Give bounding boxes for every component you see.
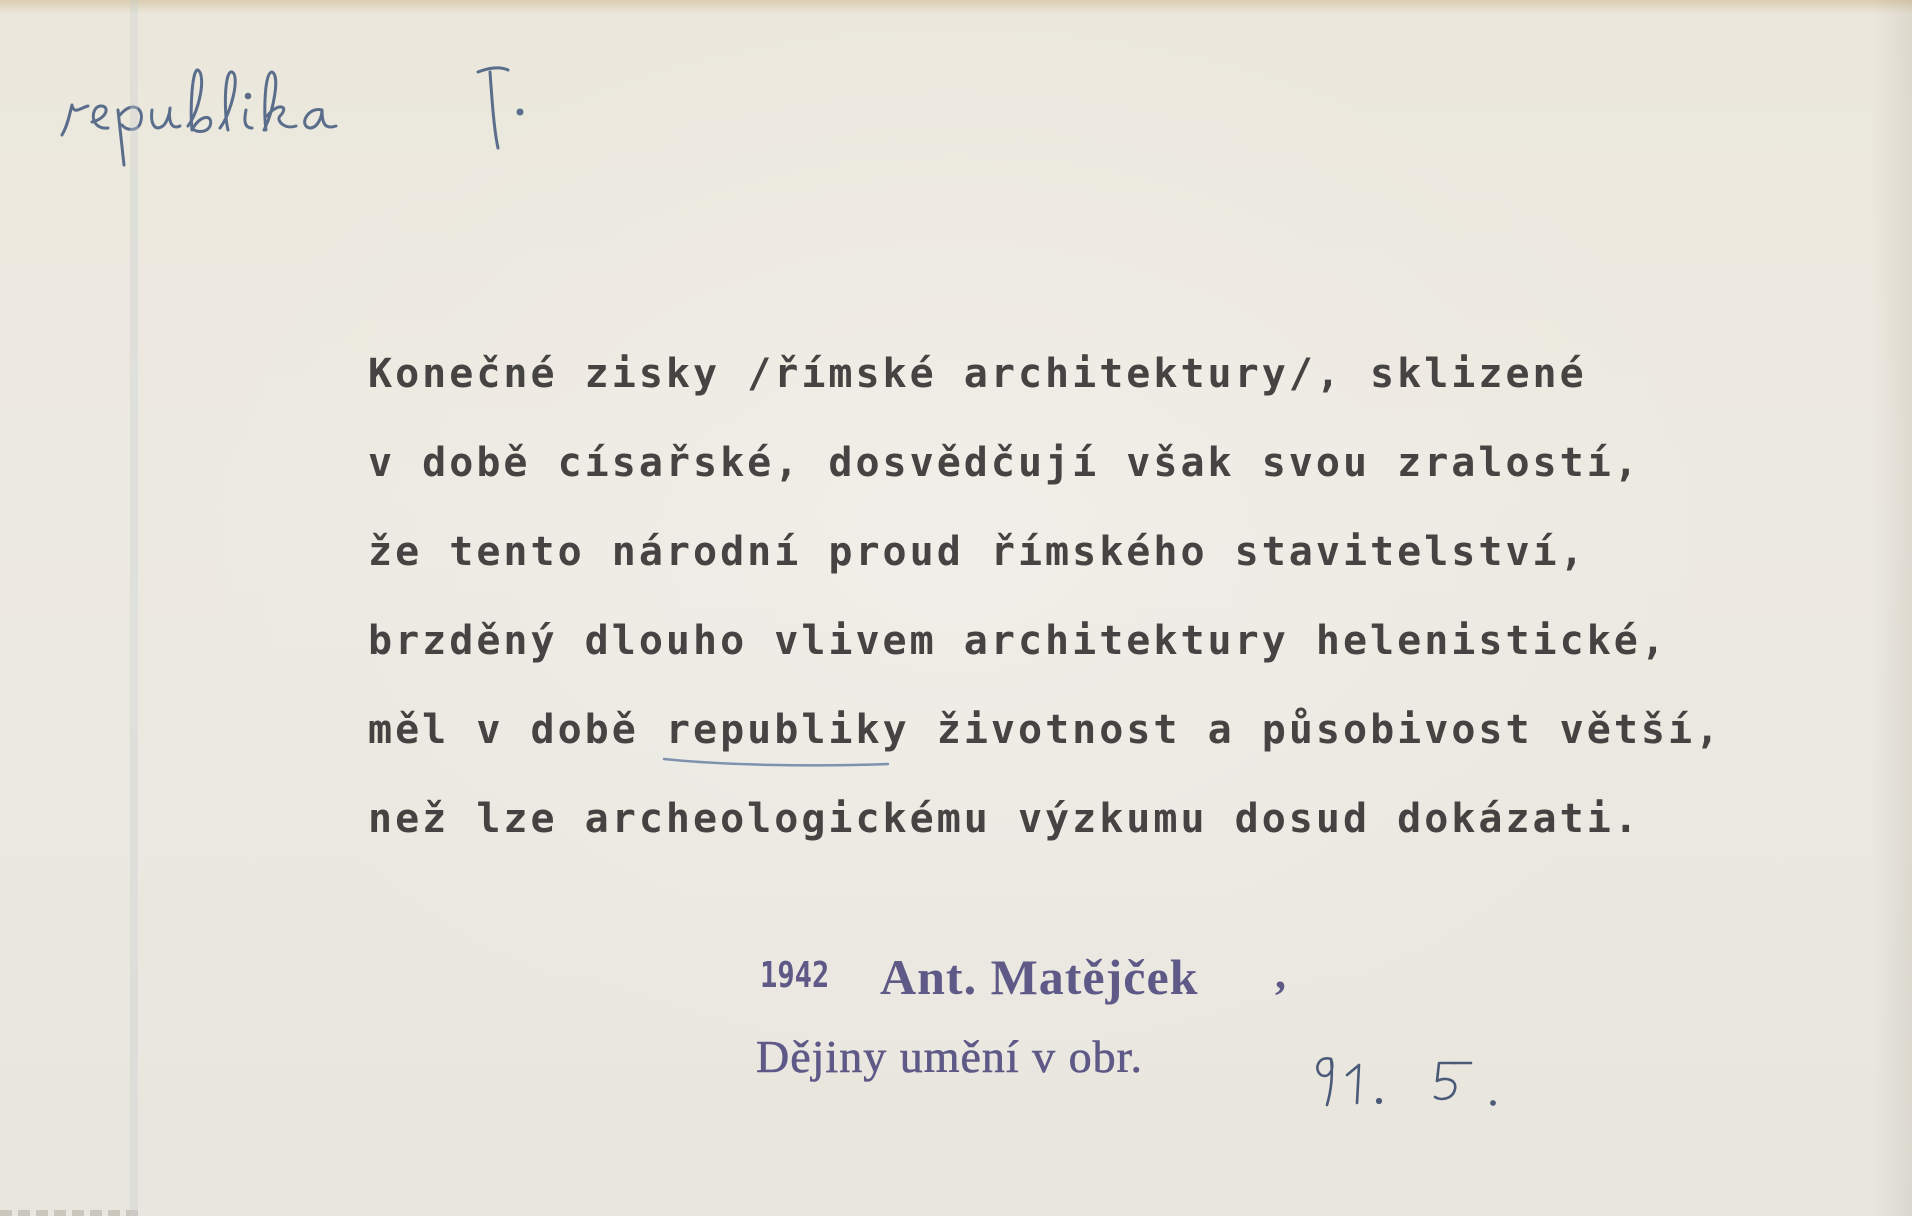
stamp-book-title: Dějiny umění v obr. <box>756 1031 1143 1082</box>
pencil-underline <box>662 755 892 769</box>
text-line <box>368 686 1722 775</box>
keyword-republiky: republiky <box>665 707 910 753</box>
text-line: Konečné zisky /římské architektury/, sklizené <box>368 351 1587 397</box>
text-line-end: životnost a působivost větší, <box>936 707 1723 753</box>
stamp-author: Ant. Matějček <box>880 949 1199 1005</box>
handwritten-heading-republika <box>60 30 660 180</box>
stamp-author-comma: , <box>1275 949 1286 998</box>
paper-edge-shadow <box>1872 0 1912 1216</box>
text-line-start: měl v době <box>368 707 639 753</box>
underlined-keyword <box>666 686 910 775</box>
bottom-edge-wear <box>0 1210 140 1216</box>
stamp-year: 1942 <box>760 955 830 996</box>
text-line: v době císařské, dosvědčují však svou zralostí, <box>368 440 1641 486</box>
typewritten-text <box>368 330 1722 864</box>
text-line: brzděný dlouho vlivem architektury helenistické, <box>368 618 1668 664</box>
text-line: že tento národní proud římského stavitelství, <box>368 529 1587 575</box>
handwritten-page-reference <box>1305 1045 1535 1125</box>
text-line: než lze archeologickému výzkumu dosud dokázati. <box>368 796 1641 842</box>
